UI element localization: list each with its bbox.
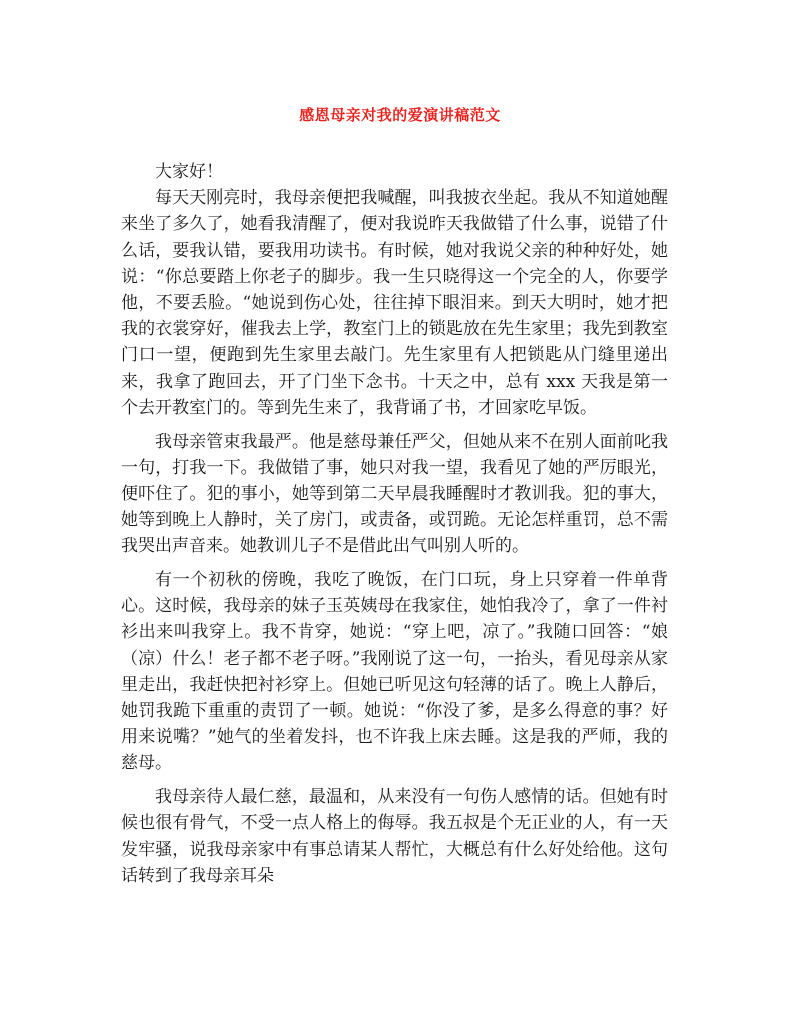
document-body	[121, 159, 668, 896]
greeting-text: 大家好！	[155, 162, 223, 182]
document-title: 感恩母亲对我的爱演讲稿范文	[299, 106, 501, 124]
paragraph-2: 我母亲管束我最严。他是慈母兼任严父，但她从来不在别人面前叱我一句，打我一下。我做错了事，她只对我一望，我看见了她的严厉眼光，便吓住了。犯的事小，她等到第二天早晨我睡醒时才教训我。犯的事大，她等到晚上人静时，关了房门，或责备，或罚跪。无论怎样重罚，总不需我哭出声音来。她教训儿子不是借此出气叫别人听的。	[121, 431, 668, 557]
paragraph-3: 有一个初秋的傍晚，我吃了晚饭，在门口玩，身上只穿着一件单背心。这时候，我母亲的妹子玉英姨母在我家住，她怕我冷了，拿了一件衬衫出来叫我穿上。我不肯穿，她说：“穿上吧，凉了。”我随口回答：“娘（凉）什么！老子都不老子呀。”我刚说了这一句，一抬头，看见母亲从家里走出，我赶快把衬衫穿上。但她已听见这句轻薄的话了。晚上人静后，她罚我跪下重重的责罚了一顿。她说：“你没了爹，是多么得意的事？好用来说嘴？”她气的坐着发抖，也不许我上床去睡。这是我的严师，我的慈母。	[121, 570, 668, 774]
paragraph-4: 我母亲待人最仁慈，最温和，从来没有一句伤人感情的话。但她有时候也很有骨气，不受一点人格上的侮辱。我五叔是个无正业的人，有一天发牢骚，说我母亲家中有事总请某人帮忙，大概总有什么好处给他。这句话转到了我母亲耳朵	[121, 787, 668, 886]
paragraph-1: 每天天刚亮时，我母亲便把我喊醒，叫我披衣坐起。我从不知道她醒来坐了多久了，她看我清醒了，便对我说昨天我做错了什么事，说错了什么话，要我认错，要我用功读书。有时候，她对我说父亲的种种好处，她说：“你总要踏上你老子的脚步。我一生只晓得这一个完全的人，你要学他，不要丢脸。“她说到伤心处，往往掉下眼泪来。到天大明时，她才把我的衣裳穿好，催我去上学，教室门上的锁匙放在先生家里；我先到教室门口一望，便跑到先生家里去敲门。先生家里有人把锁匙从门缝里递出来，我拿了跑回去，开了门坐下念书。十天之中，总有 xxx 天我是第一个去开教室门的。等到先生来了，我背诵了书，才回家吃早饭。	[121, 188, 668, 418]
